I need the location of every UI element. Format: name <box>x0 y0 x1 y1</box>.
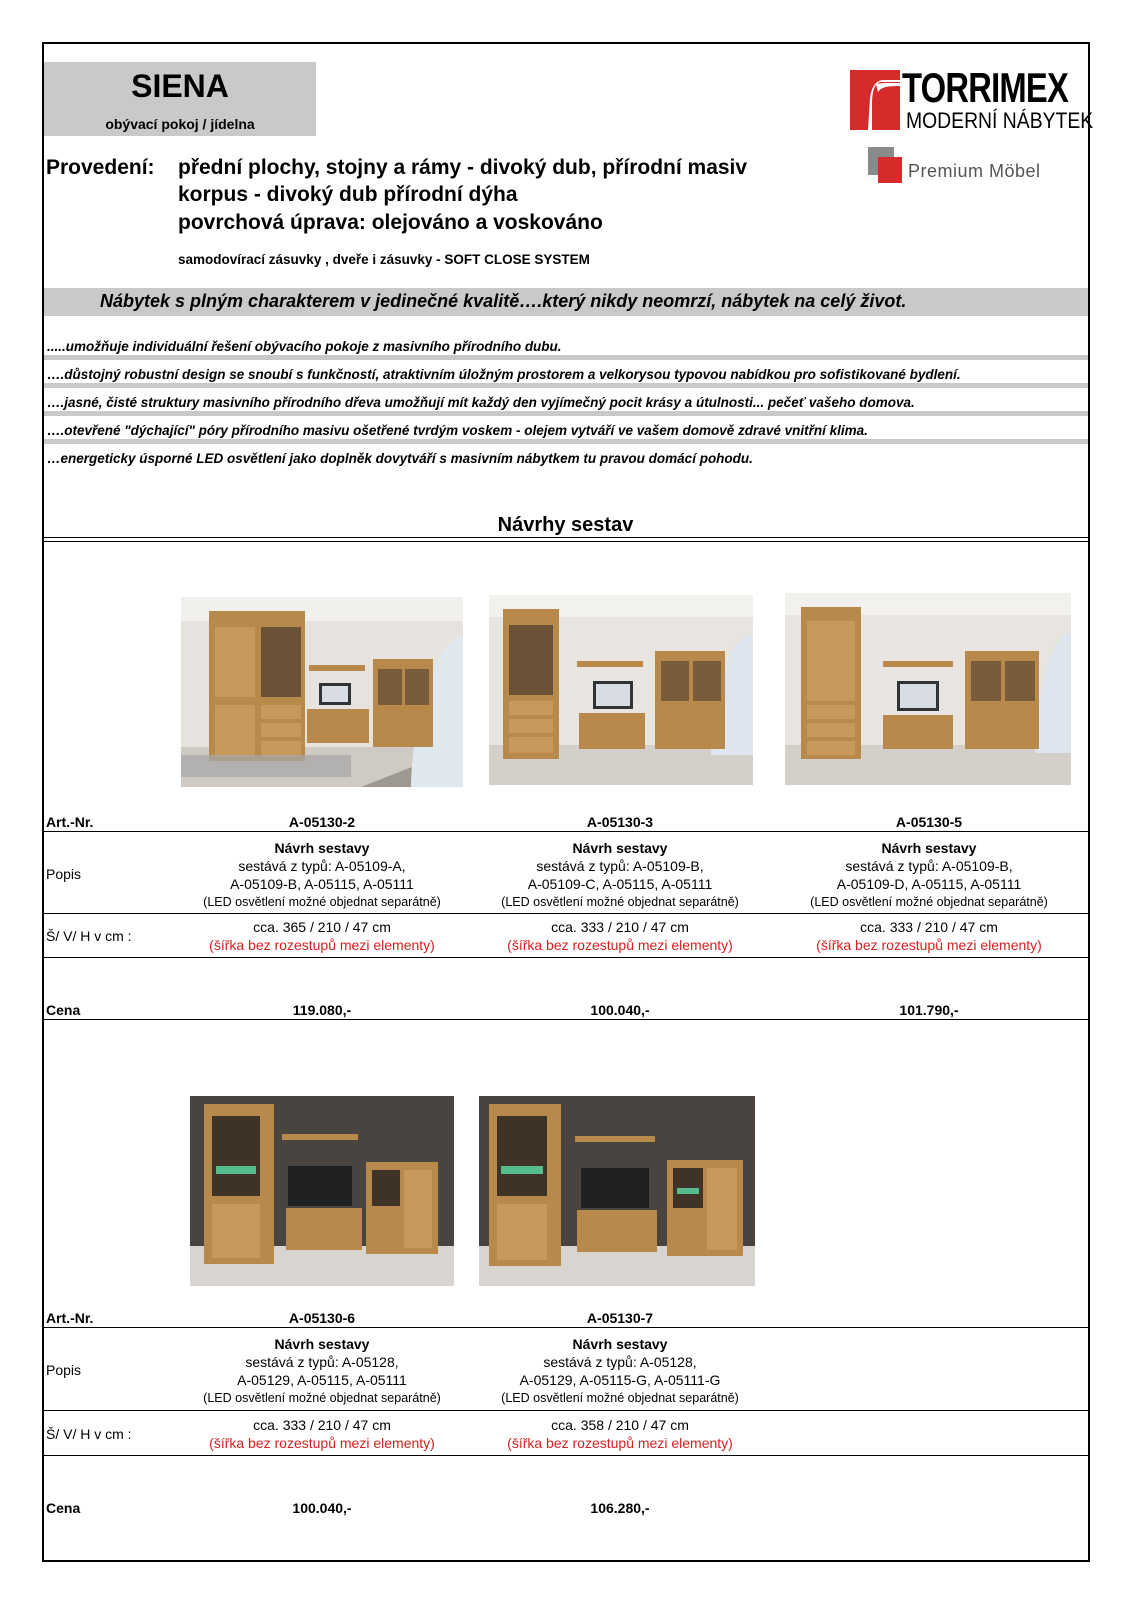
popis-label: Popis <box>46 1362 82 1378</box>
product-photo-a05130-6 <box>190 1096 454 1286</box>
product-photo-a05130-7 <box>479 1096 755 1286</box>
feature-line: …energeticky úsporné LED osvětlení jako doplněk dovytváří s masivním nábytkem tu pravou domácí pohodu. <box>47 451 753 466</box>
description-heading: Návrh sestavy <box>572 840 668 856</box>
price-value: 119.080,- <box>292 1002 352 1018</box>
dimensions <box>172 918 472 954</box>
page-subtitle: obývací pokoj / jídelna <box>105 116 255 132</box>
price-value: 101.790,- <box>899 1002 959 1018</box>
row-divider <box>44 1455 1088 1456</box>
dimensions-note: (šířka bez rozestupů mezi elementy) <box>209 1435 435 1451</box>
row-divider <box>44 957 1088 958</box>
dimensions-value: cca. 358 / 210 / 47 cm <box>551 1417 689 1433</box>
description-line: sestává z typů: A-05109-A, <box>238 858 406 874</box>
product-photo-a05130-2 <box>181 597 463 787</box>
dimensions <box>470 1416 770 1452</box>
art-label: Art.-Nr. <box>46 814 94 830</box>
page-frame <box>42 42 1090 1562</box>
dims-label: Š/ V/ H v cm : <box>46 928 132 944</box>
description-line: A-05129, A-05115-G, A-05111-G <box>519 1372 721 1388</box>
product-photo-a05130-5 <box>785 593 1071 785</box>
feature-line: .....umožňuje individuální řešení obývacího pokoje z masivního přírodního dubu. <box>44 334 1088 360</box>
description-line: sestává z typů: A-05109-B, <box>536 858 704 874</box>
product-description <box>470 839 770 911</box>
section-divider <box>44 537 1088 542</box>
row-divider <box>44 913 1088 914</box>
art-number: A-05130-7 <box>586 1310 654 1326</box>
price-label: Cena <box>46 1500 81 1516</box>
provedeni-label: Provedení: <box>46 156 155 179</box>
dimensions-value: cca. 333 / 210 / 47 cm <box>253 1417 391 1433</box>
description-line: sestává z typů: A-05128, <box>543 1354 697 1370</box>
dimensions-note: (šířka bez rozestupů mezi elementy) <box>507 1435 733 1451</box>
description-line: A-05129, A-05115, A-05111 <box>237 1372 407 1388</box>
product-description <box>779 839 1079 911</box>
led-note: (LED osvětlení možné objednat separátně) <box>203 895 441 909</box>
dimensions-value: cca. 333 / 210 / 47 cm <box>860 919 998 935</box>
art-label: Art.-Nr. <box>46 1310 94 1326</box>
page-title: SIENA <box>131 68 229 104</box>
feature-line: ….důstojný robustní design se snoubí s funkčností, atraktivním úložným prostorem a velkorysou typovou nabídkou pro sofistikované bydlení. <box>44 362 1088 388</box>
price-value: 100.040,- <box>590 1002 650 1018</box>
premium-mobel-label: Premium Möbel <box>908 161 1041 181</box>
logo-brand: TORRIMEX <box>902 64 1069 111</box>
led-note: (LED osvětlení možné objednat separátně) <box>501 895 739 909</box>
popis-label: Popis <box>46 866 82 882</box>
description-heading: Návrh sestavy <box>274 840 370 856</box>
price-value: 106.280,- <box>590 1500 650 1516</box>
description-heading: Návrh sestavy <box>274 1336 370 1352</box>
dimensions-value: cca. 365 / 210 / 47 cm <box>253 919 391 935</box>
dimensions-note: (šířka bez rozestupů mezi elementy) <box>209 937 435 953</box>
row-divider <box>44 1327 1088 1328</box>
dims-label: Š/ V/ H v cm : <box>46 1426 132 1442</box>
price-value: 100.040,- <box>292 1500 352 1516</box>
led-note: (LED osvětlení možné objednat separátně) <box>501 1391 739 1405</box>
torrimex-logo-icon <box>850 70 900 130</box>
soft-close-note: samodovírací zásuvky , dveře i zásuvky - SOFT CLOSE SYSTEM <box>178 252 590 267</box>
feature-line: ….otevřené "dýchající" póry přírodního masivu ošetřené tvrdým voskem - olejem vytváří ve vašem domově zdravé vnitřní klima. <box>44 418 1088 444</box>
row-divider <box>44 1410 1088 1411</box>
description-line: A-05109-B, A-05115, A-05111 <box>230 876 414 892</box>
feature-line: ….jasné, čisté struktury masivního přírodního dřeva umožňují mít každý den vyjímečný pocit krásy a útulnosti... pečeť vašeho domova. <box>44 390 1088 416</box>
row-divider <box>44 1019 1088 1020</box>
art-number: A-05130-2 <box>288 814 356 830</box>
slogan-banner <box>44 288 1088 316</box>
description-heading: Návrh sestavy <box>572 1336 668 1352</box>
description-line: sestává z typů: A-05128, <box>245 1354 399 1370</box>
led-note: (LED osvětlení možné objednat separátně) <box>203 1391 441 1405</box>
provedeni-line-1: přední plochy, stojny a rámy - divoký dub, přírodní masiv <box>178 156 748 179</box>
dimensions <box>779 918 1079 954</box>
slogan-text: Nábytek s plným charakterem v jedinečné kvalitě….který nikdy neomrzí, nábytek na celý život. <box>100 291 907 311</box>
row-divider <box>44 831 1088 832</box>
dimensions <box>172 1416 472 1452</box>
description-heading: Návrh sestavy <box>881 840 977 856</box>
art-number: A-05130-6 <box>288 1310 356 1326</box>
provedeni-line-2: korpus - divoký dub přírodní dýha <box>178 183 518 206</box>
logo-tagline: MODERNÍ NÁBYTEK <box>906 108 1094 133</box>
dimensions-value: cca. 333 / 210 / 47 cm <box>551 919 689 935</box>
section-title: Návrhy sestav <box>497 514 634 536</box>
price-label: Cena <box>46 1002 81 1018</box>
provedeni-line-3: povrchová úprava: olejováno a voskováno <box>178 211 603 234</box>
description-line: A-05109-D, A-05115, A-05111 <box>836 876 1022 892</box>
product-description <box>470 1335 770 1407</box>
description-line: A-05109-C, A-05115, A-05111 <box>527 876 713 892</box>
product-description <box>172 839 472 911</box>
led-note: (LED osvětlení možné objednat separátně) <box>810 895 1048 909</box>
art-number: A-05130-3 <box>586 814 654 830</box>
product-description <box>172 1335 472 1407</box>
dimensions-note: (šířka bez rozestupů mezi elementy) <box>816 937 1042 953</box>
dimensions-note: (šířka bez rozestupů mezi elementy) <box>507 937 733 953</box>
description-line: sestává z typů: A-05109-B, <box>845 858 1013 874</box>
dimensions <box>470 918 770 954</box>
art-number: A-05130-5 <box>895 814 963 830</box>
premium-mobel-icon <box>868 147 902 183</box>
title-box <box>44 62 316 136</box>
product-photo-a05130-3 <box>489 595 753 785</box>
